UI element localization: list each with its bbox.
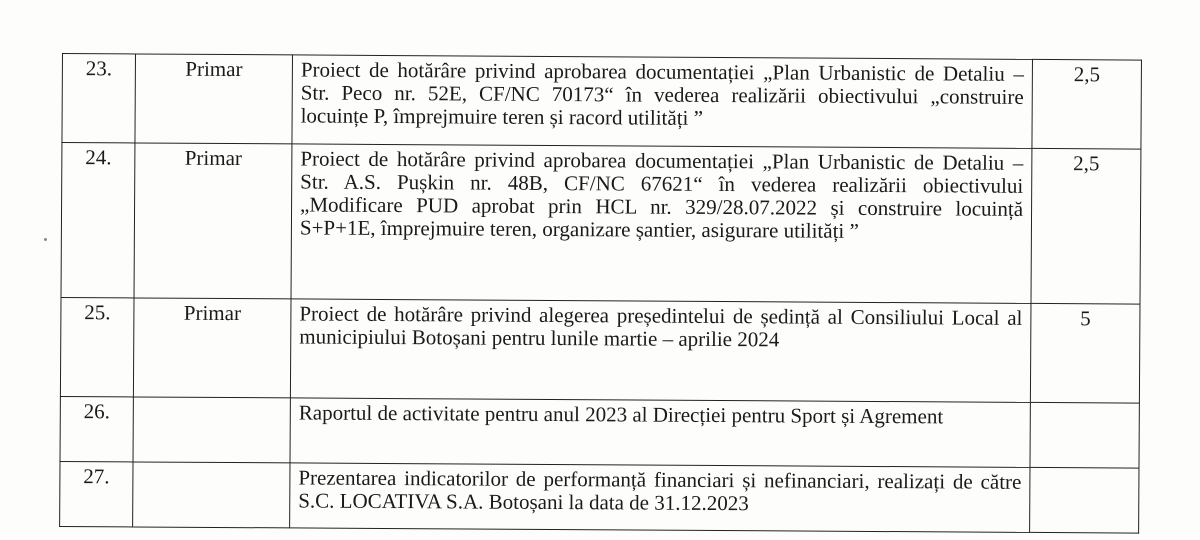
table-row [60, 461, 1139, 533]
item-title: Raportul de activitate pentru anul 2023 al Direcției pentru Sport și Agrement [290, 398, 1030, 468]
item-initiator [133, 462, 290, 528]
scan-speck [44, 238, 47, 241]
item-title: Proiect de hotărâre privind aprobarea documentației „Plan Urbanistic de Detaliu – Str. Peco nr. 52E, CF/NC 70173“ în vederea realizării obiectivului „construire locuințe P, împrejmuire teren și racord utilități ” [292, 55, 1033, 149]
agenda-table [59, 53, 1142, 534]
item-time [1030, 402, 1139, 468]
item-title: Proiect de hotărâre privind aprobarea documentației „Plan Urbanistic de Detaliu – Str. A.S. Pușkin nr. 48B, CF/NC 67621“ în vederea realizării obiectivului „Modificare PUD aprobat prin HCL nr. 329/28.07.2022 și construire locuință S+P+1E, împrejmuire teren, organizare șantier, asigurare utilități ” [291, 144, 1032, 304]
item-time: 5 [1030, 303, 1140, 403]
item-time: 2,5 [1032, 59, 1142, 149]
table-row [60, 297, 1140, 403]
item-number: 24. [61, 143, 135, 298]
item-initiator: Primar [133, 298, 291, 398]
item-number: 25. [60, 297, 134, 396]
item-initiator: Primar [135, 54, 293, 144]
item-number: 27. [60, 461, 133, 526]
item-title: Proiect de hotărâre privind alegerea președintelui de ședință al Consiliului Local al municipiului Botoșani pentru lunile martie – aprilie 2024 [290, 299, 1031, 403]
item-number: 23. [62, 54, 136, 143]
item-time: 2,5 [1031, 148, 1141, 304]
item-time [1030, 467, 1139, 533]
table-row [61, 143, 1141, 305]
item-initiator [133, 397, 290, 463]
item-initiator: Primar [134, 143, 292, 299]
item-title: Prezentarea indicatorilor de performanță financiari și nefinanciari, realizați de către S.C. LOCATIVA S.A. Botoșani la data de 31.12.2023 [290, 463, 1030, 533]
item-number: 26. [60, 396, 133, 461]
table-row [62, 54, 1142, 150]
table-row [60, 396, 1139, 468]
